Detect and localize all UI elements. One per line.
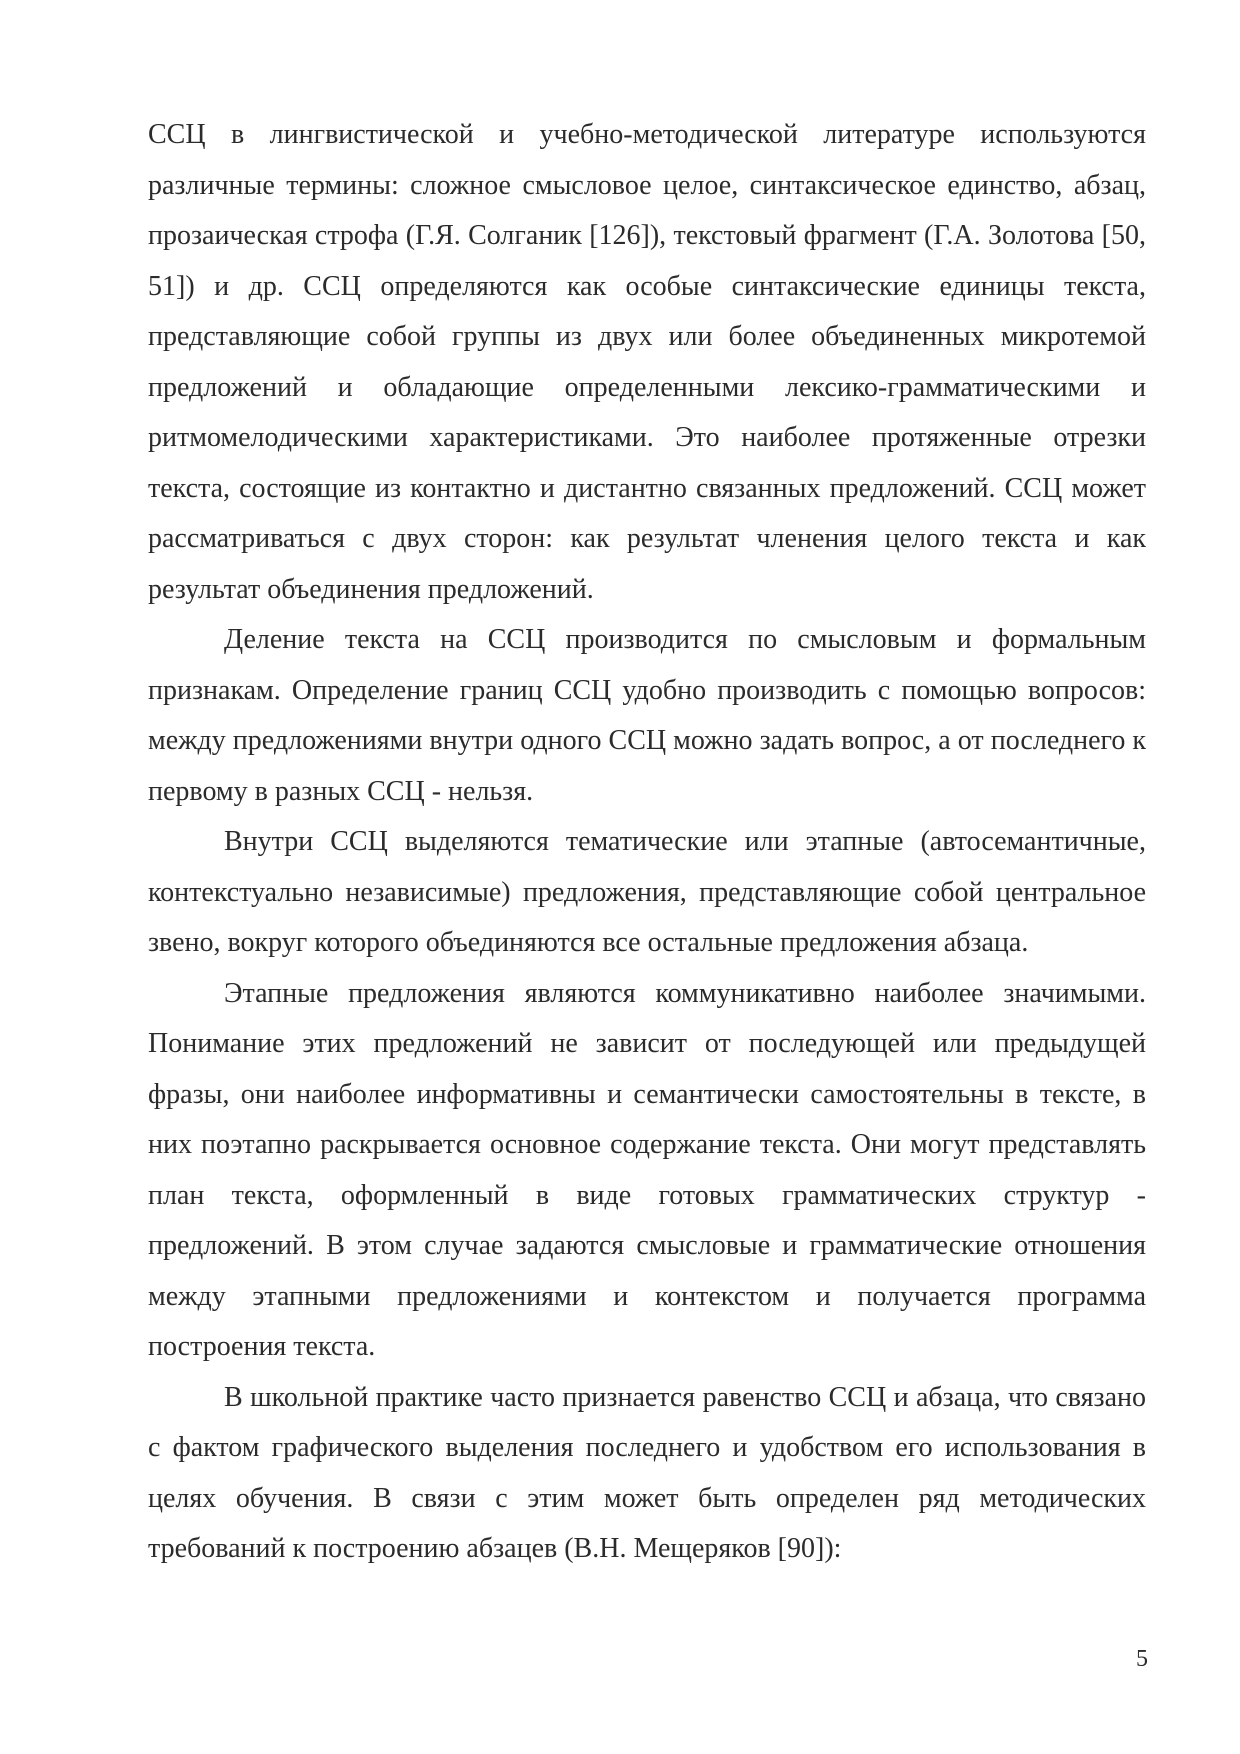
paragraph: Деление текста на ССЦ производится по смысловым и формальным признакам. Определение границ ССЦ удобно производить с помощью вопросов: между предложениями внутри одного ССЦ можно задать вопрос, а от последнего к первому в разных ССЦ - нельзя.: [148, 624, 1146, 807]
page-number: 5: [1136, 1646, 1148, 1672]
paragraph: Внутри ССЦ выделяются тематические или этапные (автосемантичные, контекстуально независимые) предложения, представляющие собой центральное звено, вокруг которого объединяются все остальные предложения абзаца.: [148, 826, 1146, 958]
paragraph: В школьной практике часто признается равенство ССЦ и абзаца, что связано с фактом графического выделения последнего и удобством его использования в целях обучения. В связи с этим может быть определен ряд методических требований к построению абзацев (В.Н. Мещеряков [90]):: [148, 1381, 1146, 1564]
paragraph: Этапные предложения являются коммуникативно наиболее значимыми. Понимание этих предложений не зависит от последующей или предыдущей фразы, они наиболее информативны и семантически самостоятельны в тексте, в них поэтапно раскрывается основное содержание текста. Они могут представлять план текста, оформленный в виде готовых грамматических структур - предложений. В этом случае задаются смысловые и грамматические отношения между этапными предложениями и контекстом и получается программа построения текста.: [148, 977, 1146, 1362]
page-body: [148, 110, 1146, 1575]
paragraph-continuation: ССЦ в лингвистической и учебно-методической литературе используются различные термины: сложное смысловое целое, синтаксическое единство, абзац, прозаическая строфа (Г.Я. Солганик [126]), текстовый фрагмент (Г.А. Золотова [50, 51]) и др. ССЦ определяются как особые синтаксические единицы текста, представляющие собой группы из двух или более объединенных микротемой предложений и обладающие определенными лексико-грамматическими и ритмомелодическими характеристиками. Это наиболее протяженные отрезки текста, состоящие из контактно и дистантно связанных предложений. ССЦ может рассматриваться с двух сторон: как результат членения целого текста и как результат объединения предложений.: [148, 119, 1146, 605]
